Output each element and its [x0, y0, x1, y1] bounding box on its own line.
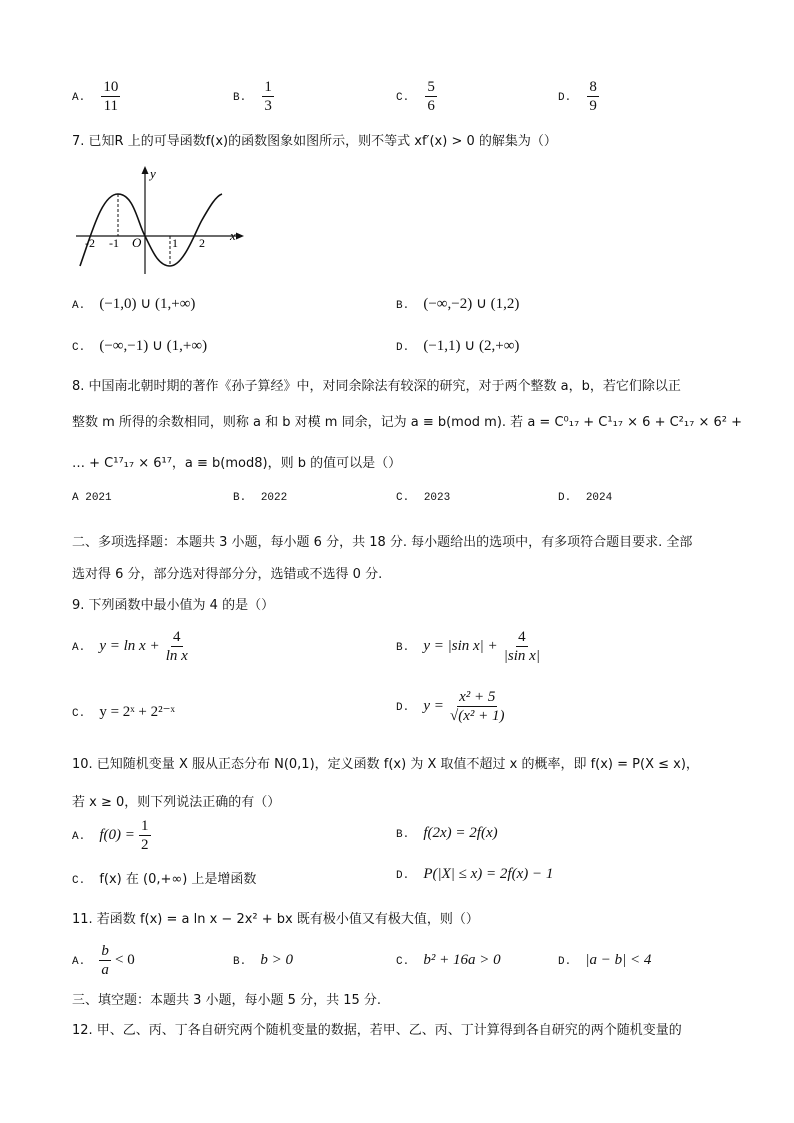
fraction: $\frac{4}{\text{|sin x|}}$ [503, 629, 540, 664]
y-axis-arrow [142, 166, 149, 174]
q10-line-1: 10. 已知随机变量 X 服从正态分布 N(0,1)，定义函数 f(x) 为 X 取值不超过 x 的概率，即 f(x) = P(X ≤ x)， [72, 757, 699, 772]
q10-option-c[interactable]: C. f(x) 在 (0,+∞) 上是增函数 [72, 872, 257, 887]
option-letter: B. [233, 92, 247, 104]
q8-line-1: 8. 中国南北朝时期的著作《孙子算经》中，对同余除法有较深的研究，对于两个整数 a，b，若它们除以正 [72, 379, 681, 394]
q10-option-b[interactable]: B. f(2x) = 2f(x) [396, 825, 498, 841]
fraction: $\frac{5}{6}$ [427, 79, 435, 114]
x-axis-label: x [230, 228, 236, 243]
q7-option-b[interactable]: B. (−∞,−2) ∪ (1,2) [396, 296, 520, 312]
q9-option-d[interactable]: D. y = $\frac{\text{x² + 5}}{\text{√(x² + 1)}}$ [396, 689, 505, 724]
option-letter: C. [396, 92, 410, 104]
q9-option-b[interactable]: B. y = |sin x| + $\frac{4}{\text{|sin x|}}$ [396, 629, 540, 664]
q6-option-c[interactable] [396, 78, 437, 115]
q7-stem: 7. 已知R 上的可导函数f(x)的函数图象如图所示，则不等式 xf′(x) > 0 的解集为（） [72, 134, 557, 149]
q6-option-d[interactable] [558, 78, 599, 115]
tick-label: -1 [109, 236, 119, 250]
q8-line-2: 整数 m 所得的余数相同，则称 a 和 b 对模 m 同余，记为 a ≡ b(mod m). 若 a = C⁰₁₇ + C¹₁₇ × 6 + C²₁₇ × 6² + [72, 415, 742, 430]
q7-function-graph [72, 162, 252, 277]
section-2-note: 选对得 6 分，部分选对得部分分，选错或不选得 0 分. [72, 567, 383, 582]
q8-option-a[interactable]: A 2021 [72, 492, 112, 504]
q11-option-b[interactable]: B. b > 0 [233, 952, 293, 968]
q6-option-a[interactable] [72, 78, 120, 115]
q10-line-2: 若 x ≥ 0，则下列说法正确的有（） [72, 795, 281, 810]
q9-option-a[interactable]: A. y = ln x + $\frac{4}{\text{ln x}}$ [72, 629, 188, 664]
q8-option-c[interactable]: C. 2023 [396, 492, 451, 504]
q9-stem: 9. 下列函数中最小值为 4 的是（） [72, 598, 275, 613]
q11-option-d[interactable]: D. |a − b| < 4 [558, 952, 652, 968]
fraction: $\frac{10}{11}$ [103, 79, 119, 114]
tick-label: 1 [172, 236, 178, 250]
q11-option-a[interactable]: A. $\frac{b}{a}$ < 0 [72, 943, 135, 978]
origin-label: O [132, 235, 142, 250]
fraction: $\frac{8}{9}$ [589, 79, 597, 114]
y-axis-label: y [150, 166, 156, 181]
tick-label: -2 [85, 236, 95, 250]
option-letter: D. [558, 92, 572, 104]
option-letter: A. [72, 92, 86, 104]
fraction: $\frac{b}{a}$ [101, 943, 109, 978]
q8-option-d[interactable]: D. 2024 [558, 492, 613, 504]
q8-line-3: … + C¹⁷₁₇ × 6¹⁷，a ≡ b(mod8)，则 b 的值可以是（） [72, 456, 402, 471]
q8-option-b[interactable]: B. 2022 [233, 492, 288, 504]
q7-option-c[interactable]: C. (−∞,−1) ∪ (1,+∞) [72, 338, 208, 354]
q10-option-a[interactable]: A. f(0) = $\frac{1}{2}$ [72, 818, 149, 853]
fraction: $\frac{1}{3}$ [264, 79, 272, 114]
section-3-heading: 三、填空题：本题共 3 小题，每小题 5 分，共 15 分. [72, 993, 382, 1008]
q7-option-a[interactable]: A. (−1,0) ∪ (1,+∞) [72, 296, 196, 312]
q11-option-c[interactable]: C. b² + 16a > 0 [396, 952, 501, 968]
q7-option-d[interactable]: D. (−1,1) ∪ (2,+∞) [396, 338, 520, 354]
function-curve [80, 194, 222, 266]
fraction: $\frac{4}{\text{ln x}}$ [165, 629, 188, 664]
section-2-heading: 二、多项选择题：本题共 3 小题，每小题 6 分，共 18 分. 每小题给出的选项中，有多项符合题目要求. 全部 [72, 535, 693, 550]
q9-option-c[interactable]: C. y = 2ˣ + 2²⁻ˣ [72, 704, 175, 720]
q12-line-1: 12. 甲、乙、丙、丁各自研究两个随机变量的数据，若甲、乙、丙、丁计算得到各自研究的两个随机变量的 [72, 1023, 682, 1038]
x-axis-arrow [236, 233, 244, 240]
fraction: $\frac{\text{x² + 5}}{\text{√(x² + 1)}}$ [450, 689, 505, 724]
q6-option-b[interactable] [233, 78, 274, 115]
q10-option-d[interactable]: D. P(|X| ≤ x) = 2f(x) − 1 [396, 866, 554, 882]
tick-label: 2 [199, 236, 205, 250]
q11-stem: 11. 若函数 f(x) = a ln x − 2x² + bx 既有极小值又有极大值，则（） [72, 912, 479, 927]
fraction: $\frac{1}{2}$ [141, 818, 149, 853]
